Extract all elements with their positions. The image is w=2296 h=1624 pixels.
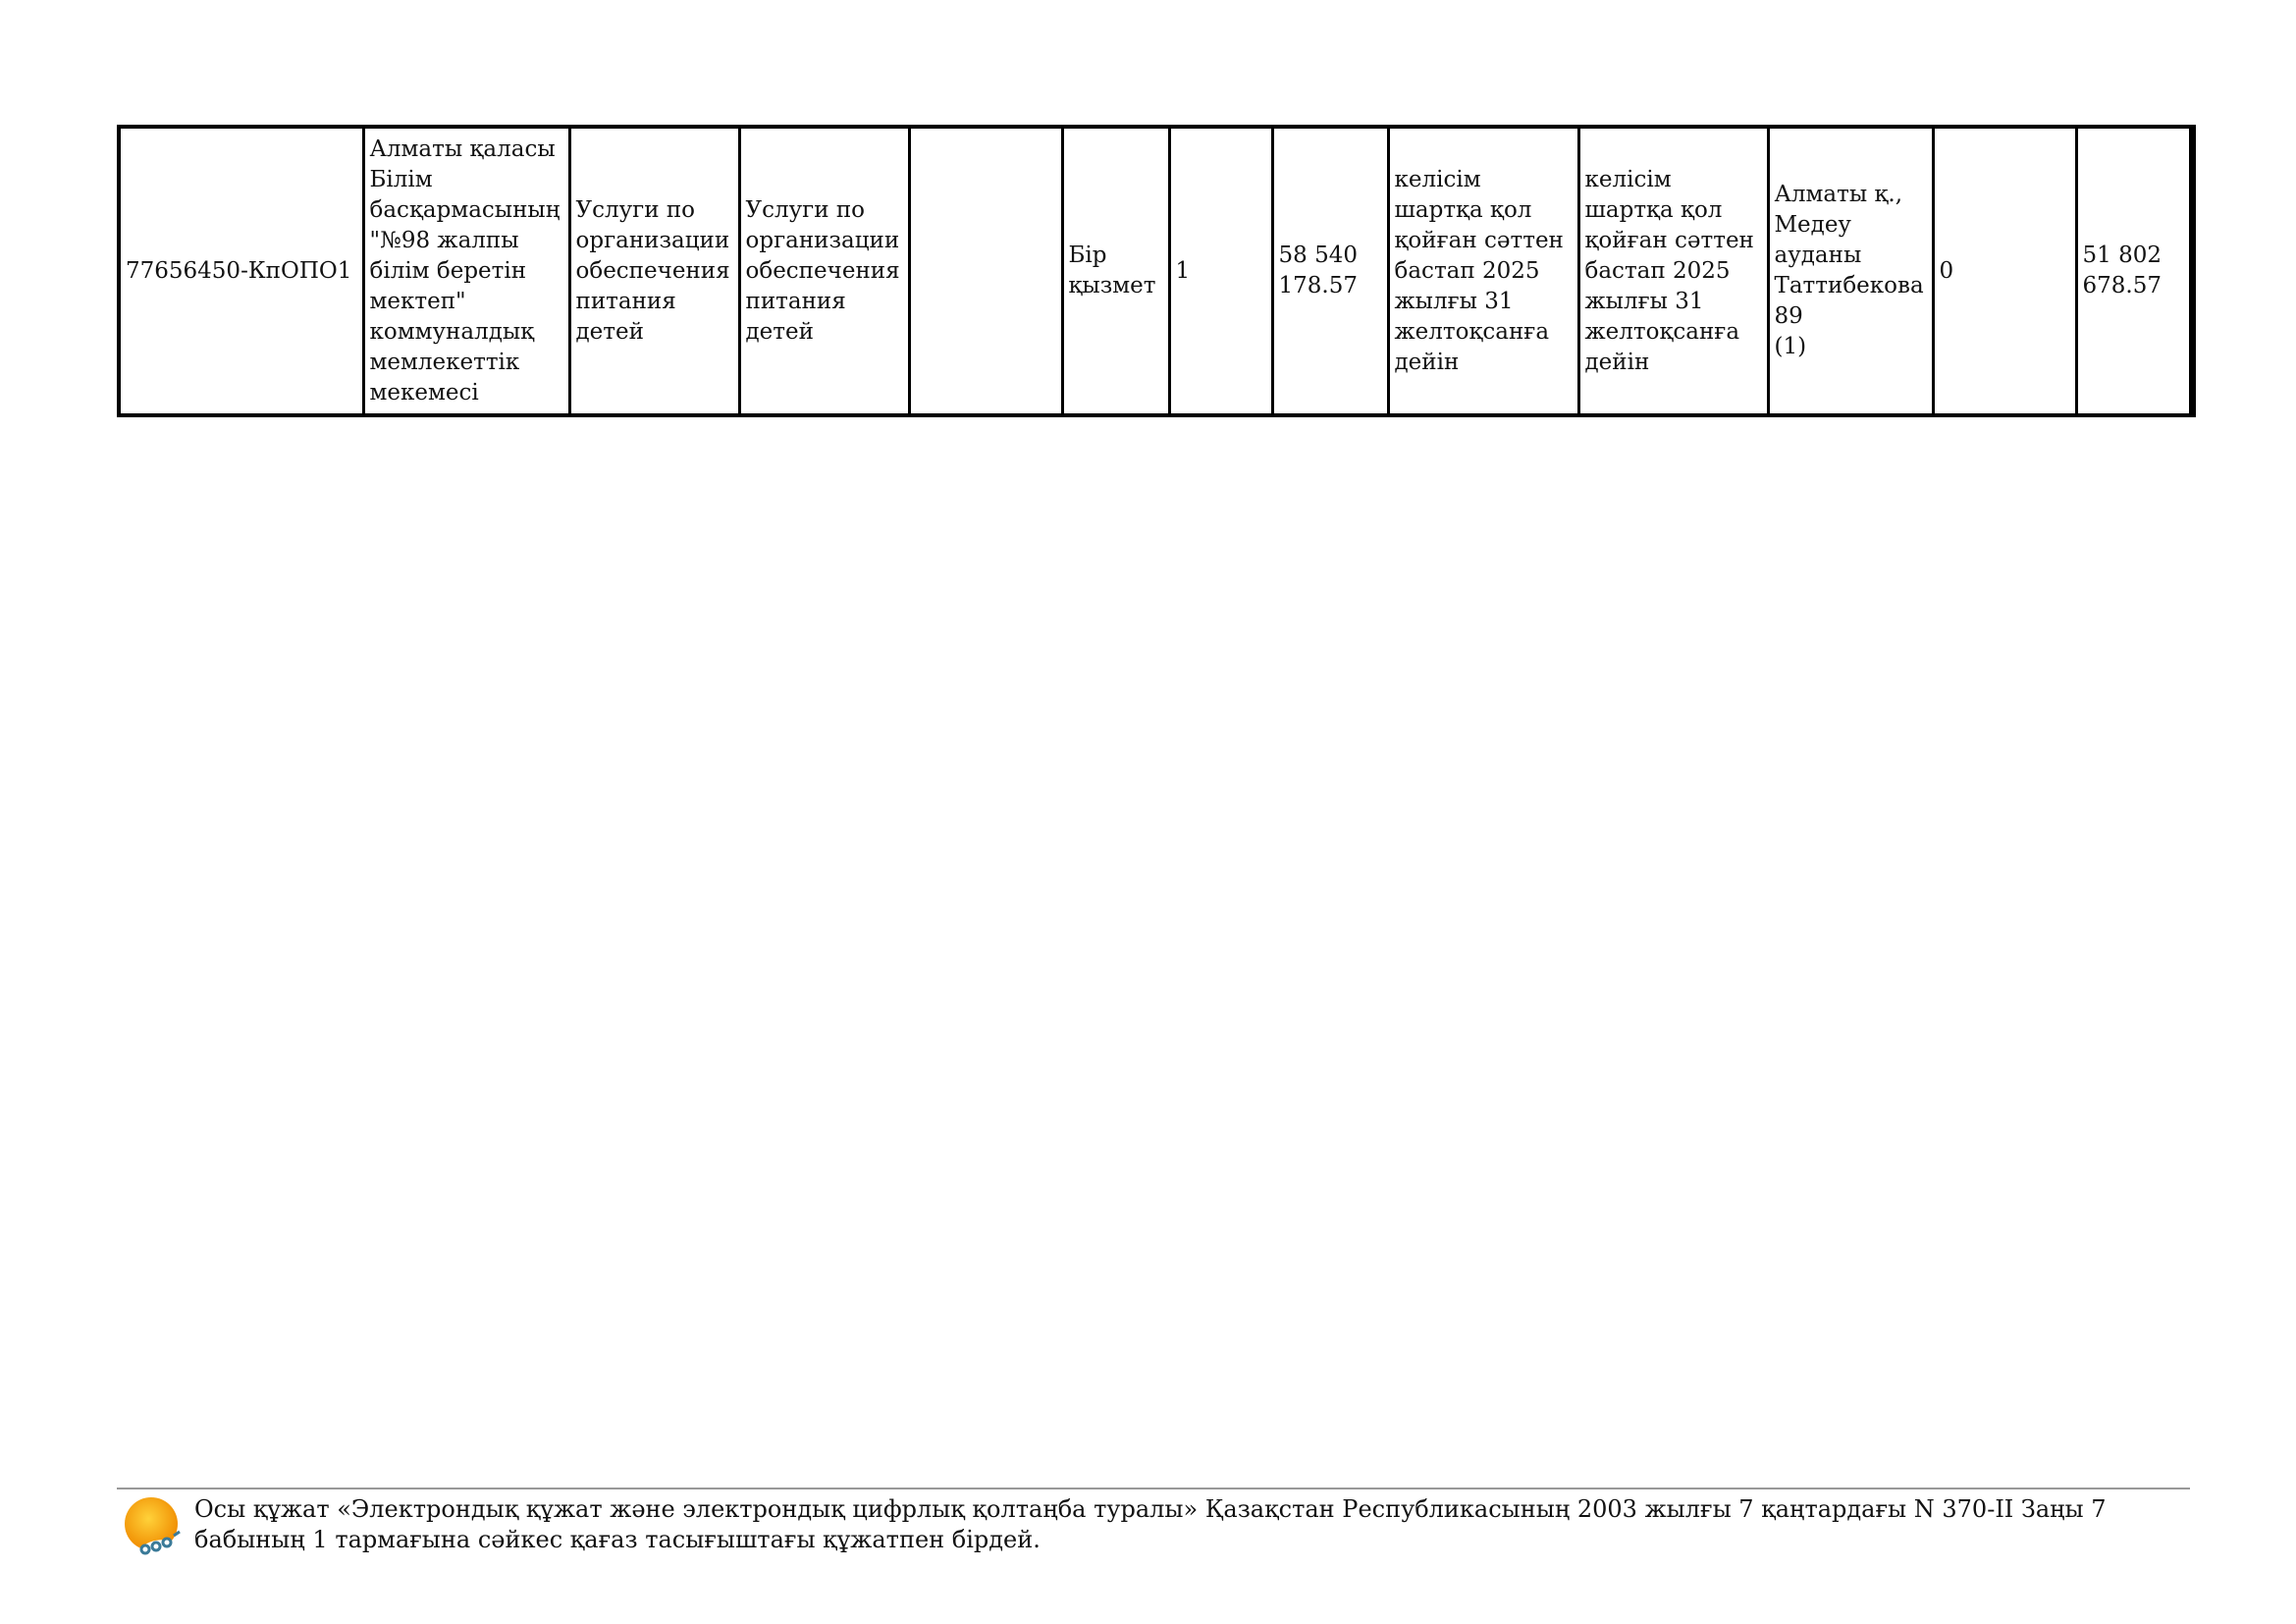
lot-number-cell: 77656450-КпОПО1 xyxy=(119,127,363,415)
unit-price-cell: 58 540 178.57 xyxy=(1272,127,1388,415)
table-row xyxy=(119,127,2192,415)
additional-description-cell xyxy=(909,127,1062,415)
delivery-term-cell-2: келісім шартқа қол қойған сәттен бастап 2025 жылғы 31 желтоқсанға дейін xyxy=(1578,127,1768,415)
quantity-cell: 1 xyxy=(1169,127,1272,415)
footer-divider xyxy=(117,1488,2190,1489)
total-amount-cell: 51 802 678.57 xyxy=(2076,127,2192,415)
unit-cell: Бір қызмет xyxy=(1062,127,1169,415)
item-name-cell: Услуги по организации обеспечения питания детей xyxy=(569,127,739,415)
item-description-cell: Услуги по организации обеспечения питания детей xyxy=(739,127,909,415)
procurement-table xyxy=(117,125,2196,417)
advance-payment-cell: 0 xyxy=(1933,127,2076,415)
delivery-address-cell: Алматы қ., Медеу ауданы Таттибекова 89 (1) xyxy=(1768,127,1933,415)
delivery-term-cell: келісім шартқа қол қойған сәттен бастап 2025 жылғы 31 желтоқсанға дейін xyxy=(1388,127,1578,415)
footer-legal-notice: Осы құжат «Электрондық құжат және электрондық цифрлық қолтаңба туралы» Қазақстан Республикасының 2003 жылғы 7 қаңтардағы N 370-II Заңы 7 бабының 1 тармағына сәйкес қағаз тасығыштағы құжатпен бірдей. xyxy=(194,1495,2107,1553)
egov-sun-logo-icon xyxy=(122,1492,187,1557)
customer-name-cell: Алматы қаласы Білім басқармасының "№98 жалпы білім беретін мектеп" коммуналдық мемлекеттік мекемесі xyxy=(363,127,569,415)
